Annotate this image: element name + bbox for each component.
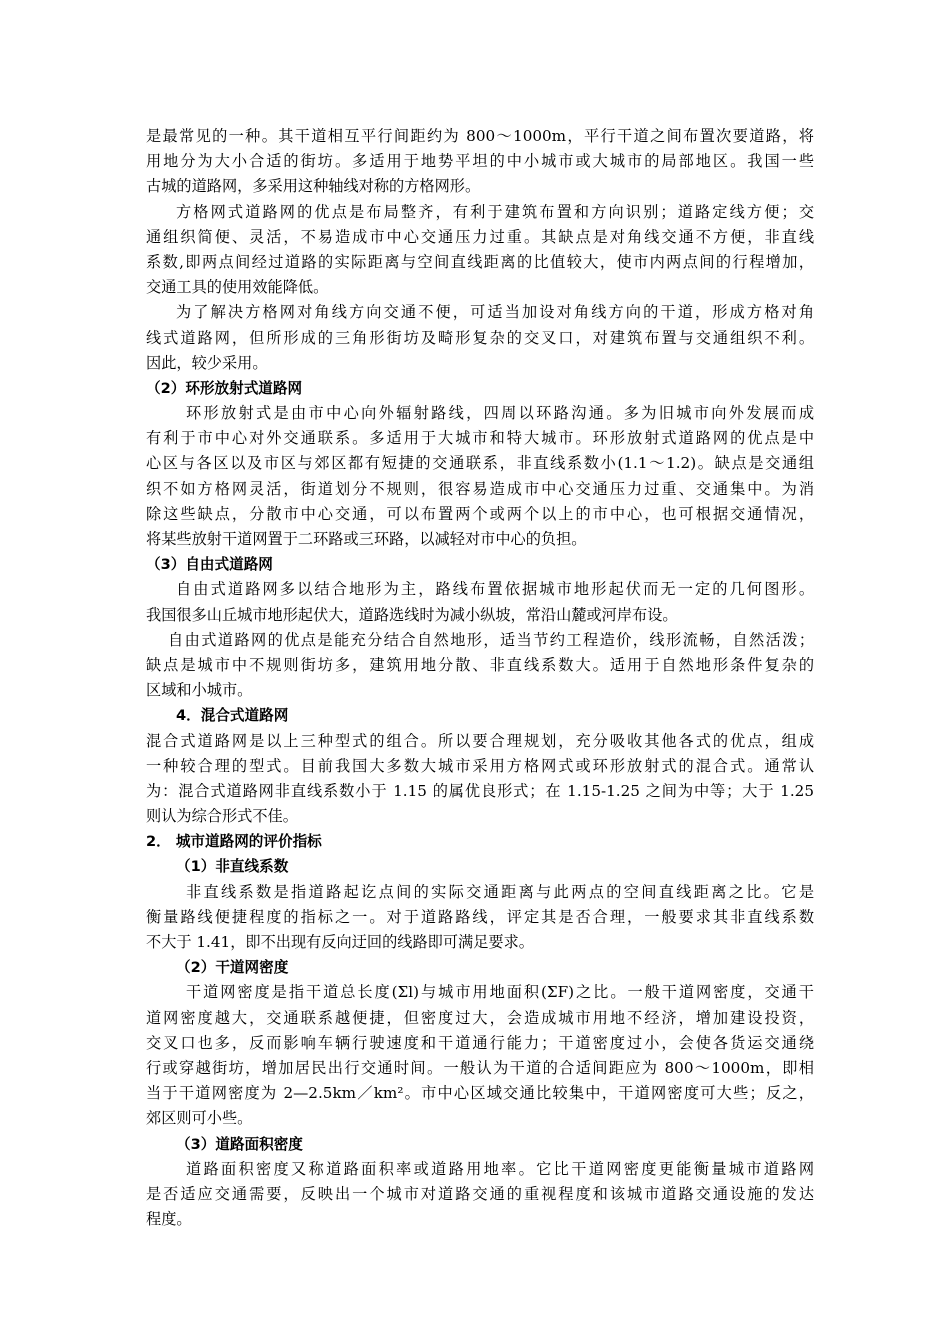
body-line: 交叉口也多，反而影响车辆行驶速度和干道通行能力；干道密度过小，会使各货运交通绕: [146, 1033, 814, 1052]
body-line: 衡量路线便捷程度的指标之一。对于道路路线，评定其是否合理，一般要求其非直线系数: [146, 907, 814, 926]
body-line: 道路面积密度又称道路面积率或道路用地率。它比干道网密度更能衡量城市道路网: [186, 1159, 814, 1178]
section-heading: （3）自由式道路网: [146, 556, 273, 574]
body-line: 郊区则可小些。: [146, 1109, 253, 1128]
section-heading: 4．混合式道路网: [176, 707, 289, 725]
body-line: 道网密度越大，交通联系越便捷，但密度过大，会造成城市用地不经济，增加建设投资，: [146, 1008, 814, 1027]
body-line: 是最常见的一种。其干道相互平行间距约为 800～1000m，平行干道之间布置次要道路，将: [146, 127, 814, 145]
body-line: 系数,即两点间经过道路的实际距离与空间直线距离的比值较大，使市内两点间的行程增加，: [146, 252, 814, 271]
body-line: 古城的道路网，多采用这种轴线对称的方格网形。: [146, 177, 481, 196]
body-line: 当于干道网密度为 2—2.5km／km²。市中心区域交通比较集中，干道网密度可大些；反之，: [146, 1084, 814, 1103]
body-line: 交通工具的使用效能降低。: [146, 278, 329, 297]
body-line: 因此，较少采用。: [146, 353, 268, 372]
body-line: 程度。: [146, 1210, 192, 1229]
body-line: 是否适应交通需要，反映出一个城市对道路交通的重视程度和该城市道路交通设施的发达: [146, 1184, 814, 1203]
body-line: 非直线系数是指道路起讫点间的实际交通距离与此两点的空间直线距离之比。它是: [186, 882, 814, 901]
body-line: 通组织简便、灵活，不易造成市中心交通压力过重。其缺点是对角线交通不方便，非直线: [146, 227, 814, 246]
body-line: 方格网式道路网的优点是布局整齐，有利于建筑布置和方向识别；道路定线方便；交: [176, 202, 814, 221]
body-line: 不大于 1.41，即不出现有反向迂回的线路即可满足要求。: [146, 933, 534, 951]
section-heading: （2）环形放射式道路网: [146, 379, 303, 397]
body-line: 混合式道路网是以上三种型式的组合。所以要合理规划，充分吸收其他各式的优点，组成: [146, 731, 814, 750]
body-line: 行或穿越街坊，增加居民出行交通时间。一般认为干道的合适间距应为 800～1000m，即相: [146, 1058, 814, 1077]
body-line: 线式道路网，但所形成的三角形街坊及畸形复杂的交叉口，对建筑布置与交通组织不利。: [146, 328, 814, 347]
body-line: 为：混合式道路网非直线系数小于 1.15 的属优良形式；在 1.15-1.25 之间为中等；大于 1.25: [146, 781, 814, 800]
body-line: 我国很多山丘城市地形起伏大，道路选线时为减小纵坡，常沿山麓或河岸布设。: [146, 605, 678, 624]
section-heading: （1）非直线系数: [176, 858, 289, 876]
body-line: 自由式道路网的优点是能充分结合自然地形，适当节约工程造价，线形流畅，自然活泼；: [168, 630, 814, 649]
body-line: 则认为综合形式不佳。: [146, 807, 298, 826]
body-line: 将某些放射干道网置于二环路或三环路，以减轻对市中心的负担。: [146, 530, 587, 548]
body-line: 区域和小城市。: [146, 681, 253, 700]
body-line: 一种较合理的型式。目前我国大多数大城市采用方格网式或环形放射式的混合式。通常认: [146, 756, 814, 775]
body-line: 环形放射式是由市中心向外辐射路线，四周以环路沟通。多为旧城市向外发展而成: [186, 404, 814, 423]
body-line: 有利于市中心对外交通联系。多适用于大城市和特大城市。环形放射式道路网的优点是中: [146, 429, 814, 448]
body-line: 为了解决方格网对角线方向交通不便，可适当加设对角线方向的干道，形成方格对角: [176, 303, 814, 322]
body-line: 织不如方格网灵活，街道划分不规则，很容易造成市中心交通压力过重、交通集中。为消: [146, 479, 814, 498]
body-line: 除这些缺点，分散市中心交通，可以布置两个或两个以上的市中心，也可根据交通情况，: [146, 504, 814, 523]
section-heading: 2． 城市道路网的评价指标: [146, 833, 322, 851]
body-line: 用地分为大小合适的街坊。多适用于地势平坦的中小城市或大城市的局部地区。我国一些: [146, 152, 814, 171]
document-body: [146, 124, 814, 1232]
section-heading: （3）道路面积密度: [176, 1135, 303, 1153]
body-line: 缺点是城市中不规则街坊多，建筑用地分散、非直线系数大。适用于自然地形条件复杂的: [146, 655, 814, 674]
body-line: 自由式道路网多以结合地形为主，路线布置依据城市地形起伏而无一定的几何图形。: [176, 580, 814, 599]
body-line: 心区与各区以及市区与郊区都有短捷的交通联系，非直线系数小(1.1～1.2)。缺点是交通组: [146, 454, 814, 473]
section-heading: （2）干道网密度: [176, 959, 289, 977]
body-line: 干道网密度是指干道总长度(Σl)与城市用地面积(ΣF)之比。一般干道网密度，交通干: [186, 983, 814, 1002]
